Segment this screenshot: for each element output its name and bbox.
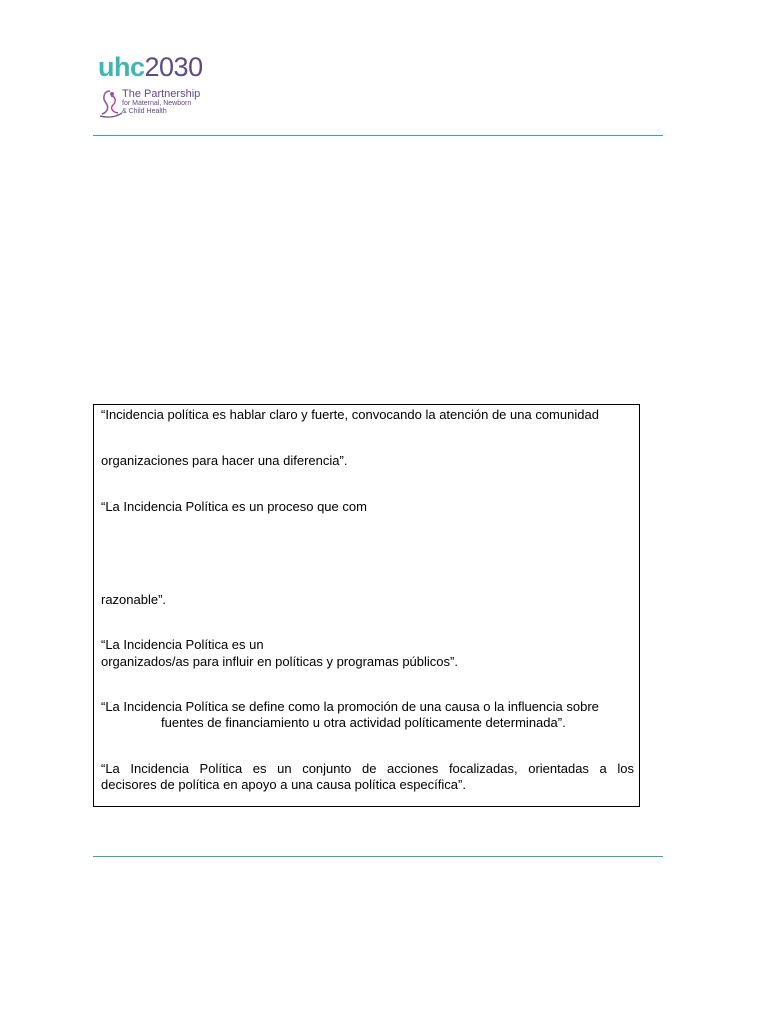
pmnch-line-1: The Partnership [122,88,201,100]
definition-3-line-2: organizados/as para influir en políticas y programas públicos”. [101,654,458,669]
definition-4-line-2: fuentes de financiamiento u otra actividad políticamente determinada”. [161,715,566,730]
footer-rule [93,856,663,857]
pmnch-logo [98,88,228,124]
mother-child-icon [98,88,122,118]
definition-2-line-1: “La Incidencia Política es un proceso que com [101,499,367,514]
pmnch-text [122,88,200,116]
pmnch-line-3: & Child Health [122,108,167,115]
uhc-prefix: uhc [98,52,145,82]
pmnch-line-2: for Maternal, Newborn [122,100,192,107]
uhc2030-pmnch-logo [98,52,228,124]
uhc2030-wordmark [98,52,203,82]
definition-1-line-2: organizaciones para hacer una diferencia”. [101,453,348,468]
definition-2-line-2: razonable”. [101,592,167,607]
uhc-year: 2030 [144,52,203,82]
definition-1-line-1: “Incidencia política es hablar claro y fuerte, convocando la atención de una comunidad [101,407,599,422]
header-rule [93,135,663,136]
definitions-box [93,404,640,807]
definition-3-line-1: “La Incidencia Política es un [101,637,264,652]
definition-4-line-1: “La Incidencia Política se define como la promoción de una causa o la influencia sobre [101,699,599,714]
definition-5-line-1: “La Incidencia Política es un conjunto de acciones focalizadas, orientadas a los [101,761,634,776]
definition-5-line-2: decisores de política en apoyo a una causa política específica”. [101,777,466,792]
